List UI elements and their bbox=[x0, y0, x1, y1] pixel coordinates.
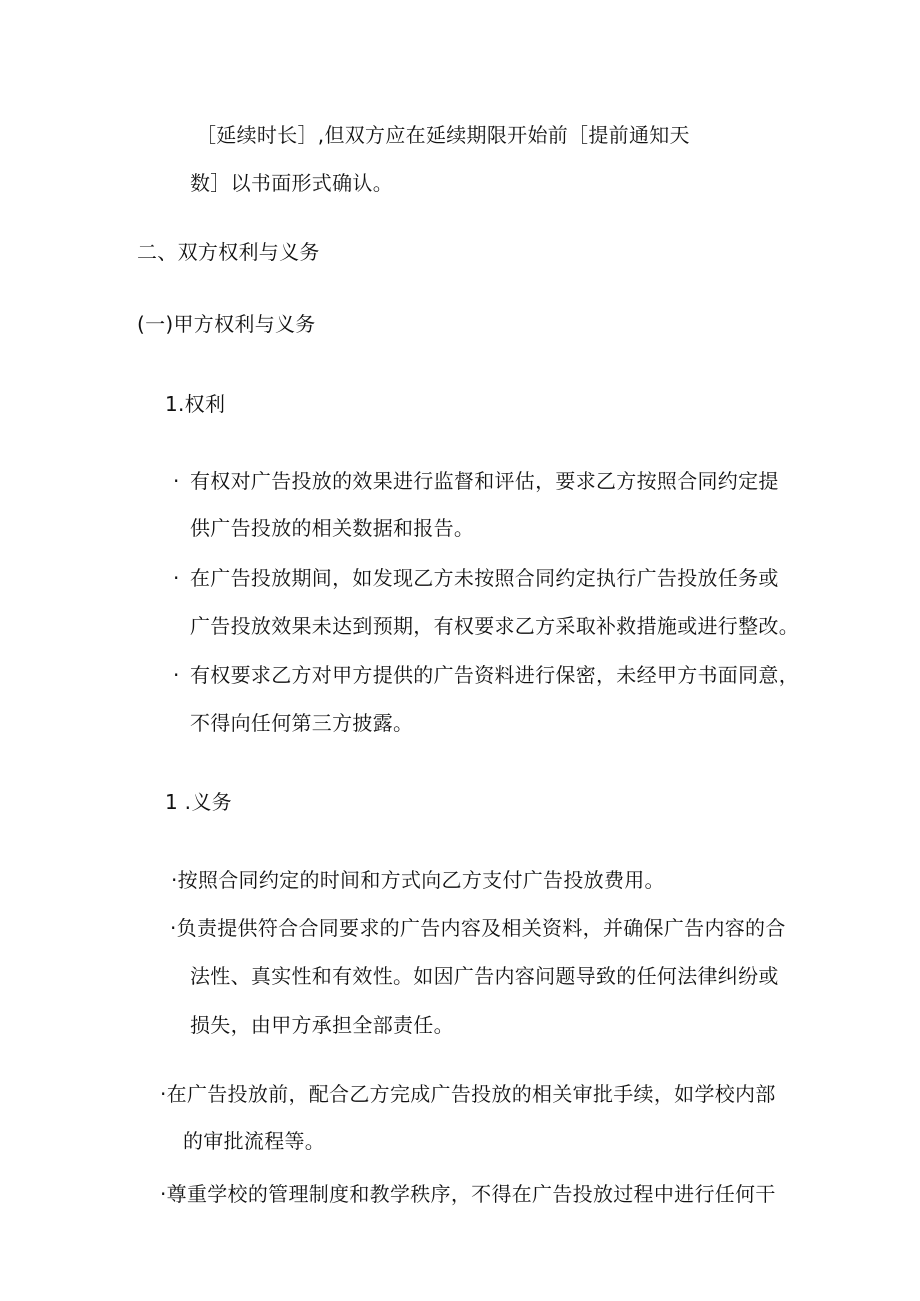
obligations-item-2-line-3: 损失，由甲方承担全部责任。 bbox=[190, 1013, 454, 1037]
obligations-item-2-line-2: 法性、真实性和有效性。如因广告内容问题导致的任何法律纠纷或 bbox=[190, 964, 779, 988]
subsection-heading: (一)甲方权利与义务 bbox=[137, 312, 316, 336]
obligations-item-1-line-1: ·按照合同约定的时间和方式向乙方支付广告投放费用。 bbox=[171, 868, 665, 892]
rights-item-3-line-2: 不得向任何第三方披露。 bbox=[190, 711, 414, 735]
obligations-item-3-line-1: ·在广告投放前，配合乙方完成广告投放的相关审批手续，如学校内部 bbox=[160, 1082, 776, 1106]
continuation-line-2: 数］以书面形式确认。 bbox=[190, 171, 393, 195]
obligations-heading: 1 .义务 bbox=[165, 790, 232, 814]
rights-item-3-line-1: 有权要求乙方对甲方提供的广告资料进行保密，未经甲方书面同意， bbox=[190, 663, 799, 687]
rights-item-1-line-2: 供广告投放的相关数据和报告。 bbox=[190, 516, 475, 540]
obligations-item-3-line-2: 的审批流程等。 bbox=[183, 1129, 326, 1153]
bullet-icon: · bbox=[173, 663, 180, 687]
continuation-line-1: ［延续时长］,但双方应在延续期限开始前［提前通知天 bbox=[196, 123, 690, 147]
section-heading: 二、双方权利与义务 bbox=[137, 240, 320, 264]
rights-heading: 1.权利 bbox=[165, 392, 226, 416]
rights-item-1-line-1: 有权对广告投放的效果进行监督和评估，要求乙方按照合同约定提 bbox=[190, 469, 779, 493]
obligations-item-2-line-1: ·负责提供符合合同要求的广告内容及相关资料，并确保广告内容的合 bbox=[170, 916, 786, 940]
rights-item-2-line-1: 在广告投放期间，如发现乙方未按照合同约定执行广告投放任务或 bbox=[190, 566, 779, 590]
bullet-icon: · bbox=[173, 566, 180, 590]
bullet-icon: · bbox=[173, 469, 180, 493]
obligations-item-4-line-1: ·尊重学校的管理制度和教学秩序，不得在广告投放过程中进行任何干 bbox=[160, 1182, 776, 1206]
rights-item-2-line-2: 广告投放效果未达到预期，有权要求乙方采取补救措施或进行整改。 bbox=[190, 614, 799, 638]
